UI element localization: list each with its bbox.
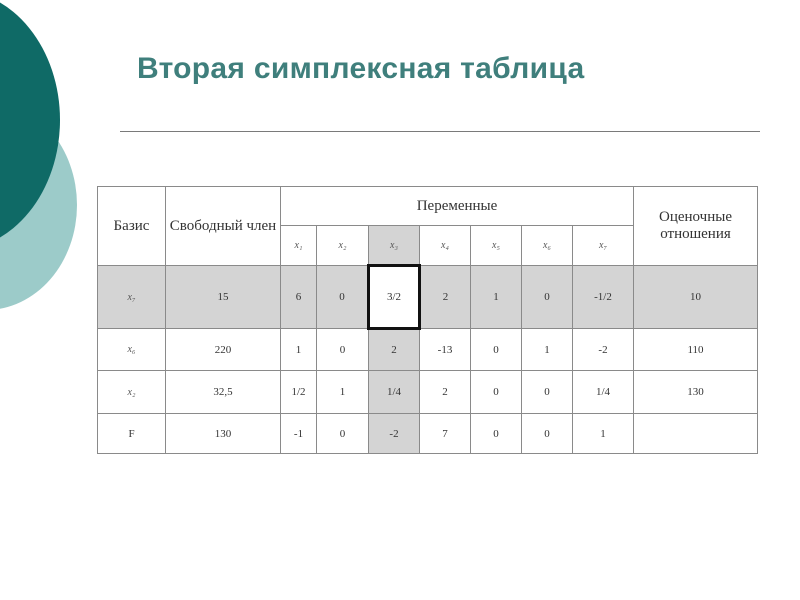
- value-cell: -2: [369, 414, 420, 454]
- value-cell: 0: [471, 371, 522, 414]
- basis-cell: F: [98, 414, 166, 454]
- value-cell: 1/2: [281, 371, 317, 414]
- ratio-cell: [634, 414, 758, 454]
- value-cell: 0: [317, 414, 369, 454]
- value-cell: 0: [522, 266, 573, 329]
- value-cell: 6: [281, 266, 317, 329]
- table-row: [98, 266, 758, 329]
- var-header: x₄: [420, 226, 471, 266]
- pivot-cell: 3/2: [369, 266, 420, 329]
- basis-cell: x₇: [98, 266, 166, 329]
- value-cell: 2: [369, 329, 420, 371]
- table-row: [98, 329, 758, 371]
- var-header: x₂: [317, 226, 369, 266]
- title-divider: [120, 131, 760, 132]
- free-term-cell: 130: [166, 414, 281, 454]
- var-header: x₁: [281, 226, 317, 266]
- page-title: Вторая симплексная таблица: [137, 52, 585, 85]
- var-header: x₅: [471, 226, 522, 266]
- var-header: x₆: [522, 226, 573, 266]
- value-cell: 0: [317, 266, 369, 329]
- table-row: [98, 371, 758, 414]
- value-cell: -13: [420, 329, 471, 371]
- var-header: x₃: [369, 226, 420, 266]
- header-ratios: Оценочные отношения: [634, 187, 758, 266]
- simplex-table: [97, 186, 758, 454]
- value-cell: 0: [522, 371, 573, 414]
- value-cell: -2: [573, 329, 634, 371]
- header-variables: Переменные: [281, 187, 634, 226]
- value-cell: 1/4: [369, 371, 420, 414]
- value-cell: 2: [420, 371, 471, 414]
- value-cell: 1: [573, 414, 634, 454]
- value-cell: -1: [281, 414, 317, 454]
- value-cell: -1/2: [573, 266, 634, 329]
- header-basis: Базис: [98, 187, 166, 266]
- ratio-cell: 110: [634, 329, 758, 371]
- value-cell: 2: [420, 266, 471, 329]
- header-free-term: Свободный член: [166, 187, 281, 266]
- value-cell: 1: [281, 329, 317, 371]
- free-term-cell: 220: [166, 329, 281, 371]
- table-row: [98, 414, 758, 454]
- value-cell: 1/4: [573, 371, 634, 414]
- var-header: x₇: [573, 226, 634, 266]
- value-cell: 7: [420, 414, 471, 454]
- free-term-cell: 32,5: [166, 371, 281, 414]
- value-cell: 1: [317, 371, 369, 414]
- free-term-cell: 15: [166, 266, 281, 329]
- header-row: [98, 187, 758, 226]
- value-cell: 0: [471, 329, 522, 371]
- value-cell: 0: [317, 329, 369, 371]
- basis-cell: x₂: [98, 371, 166, 414]
- value-cell: 0: [471, 414, 522, 454]
- value-cell: 0: [522, 414, 573, 454]
- ratio-cell: 10: [634, 266, 758, 329]
- ratio-cell: 130: [634, 371, 758, 414]
- basis-cell: x₆: [98, 329, 166, 371]
- value-cell: 1: [522, 329, 573, 371]
- value-cell: 1: [471, 266, 522, 329]
